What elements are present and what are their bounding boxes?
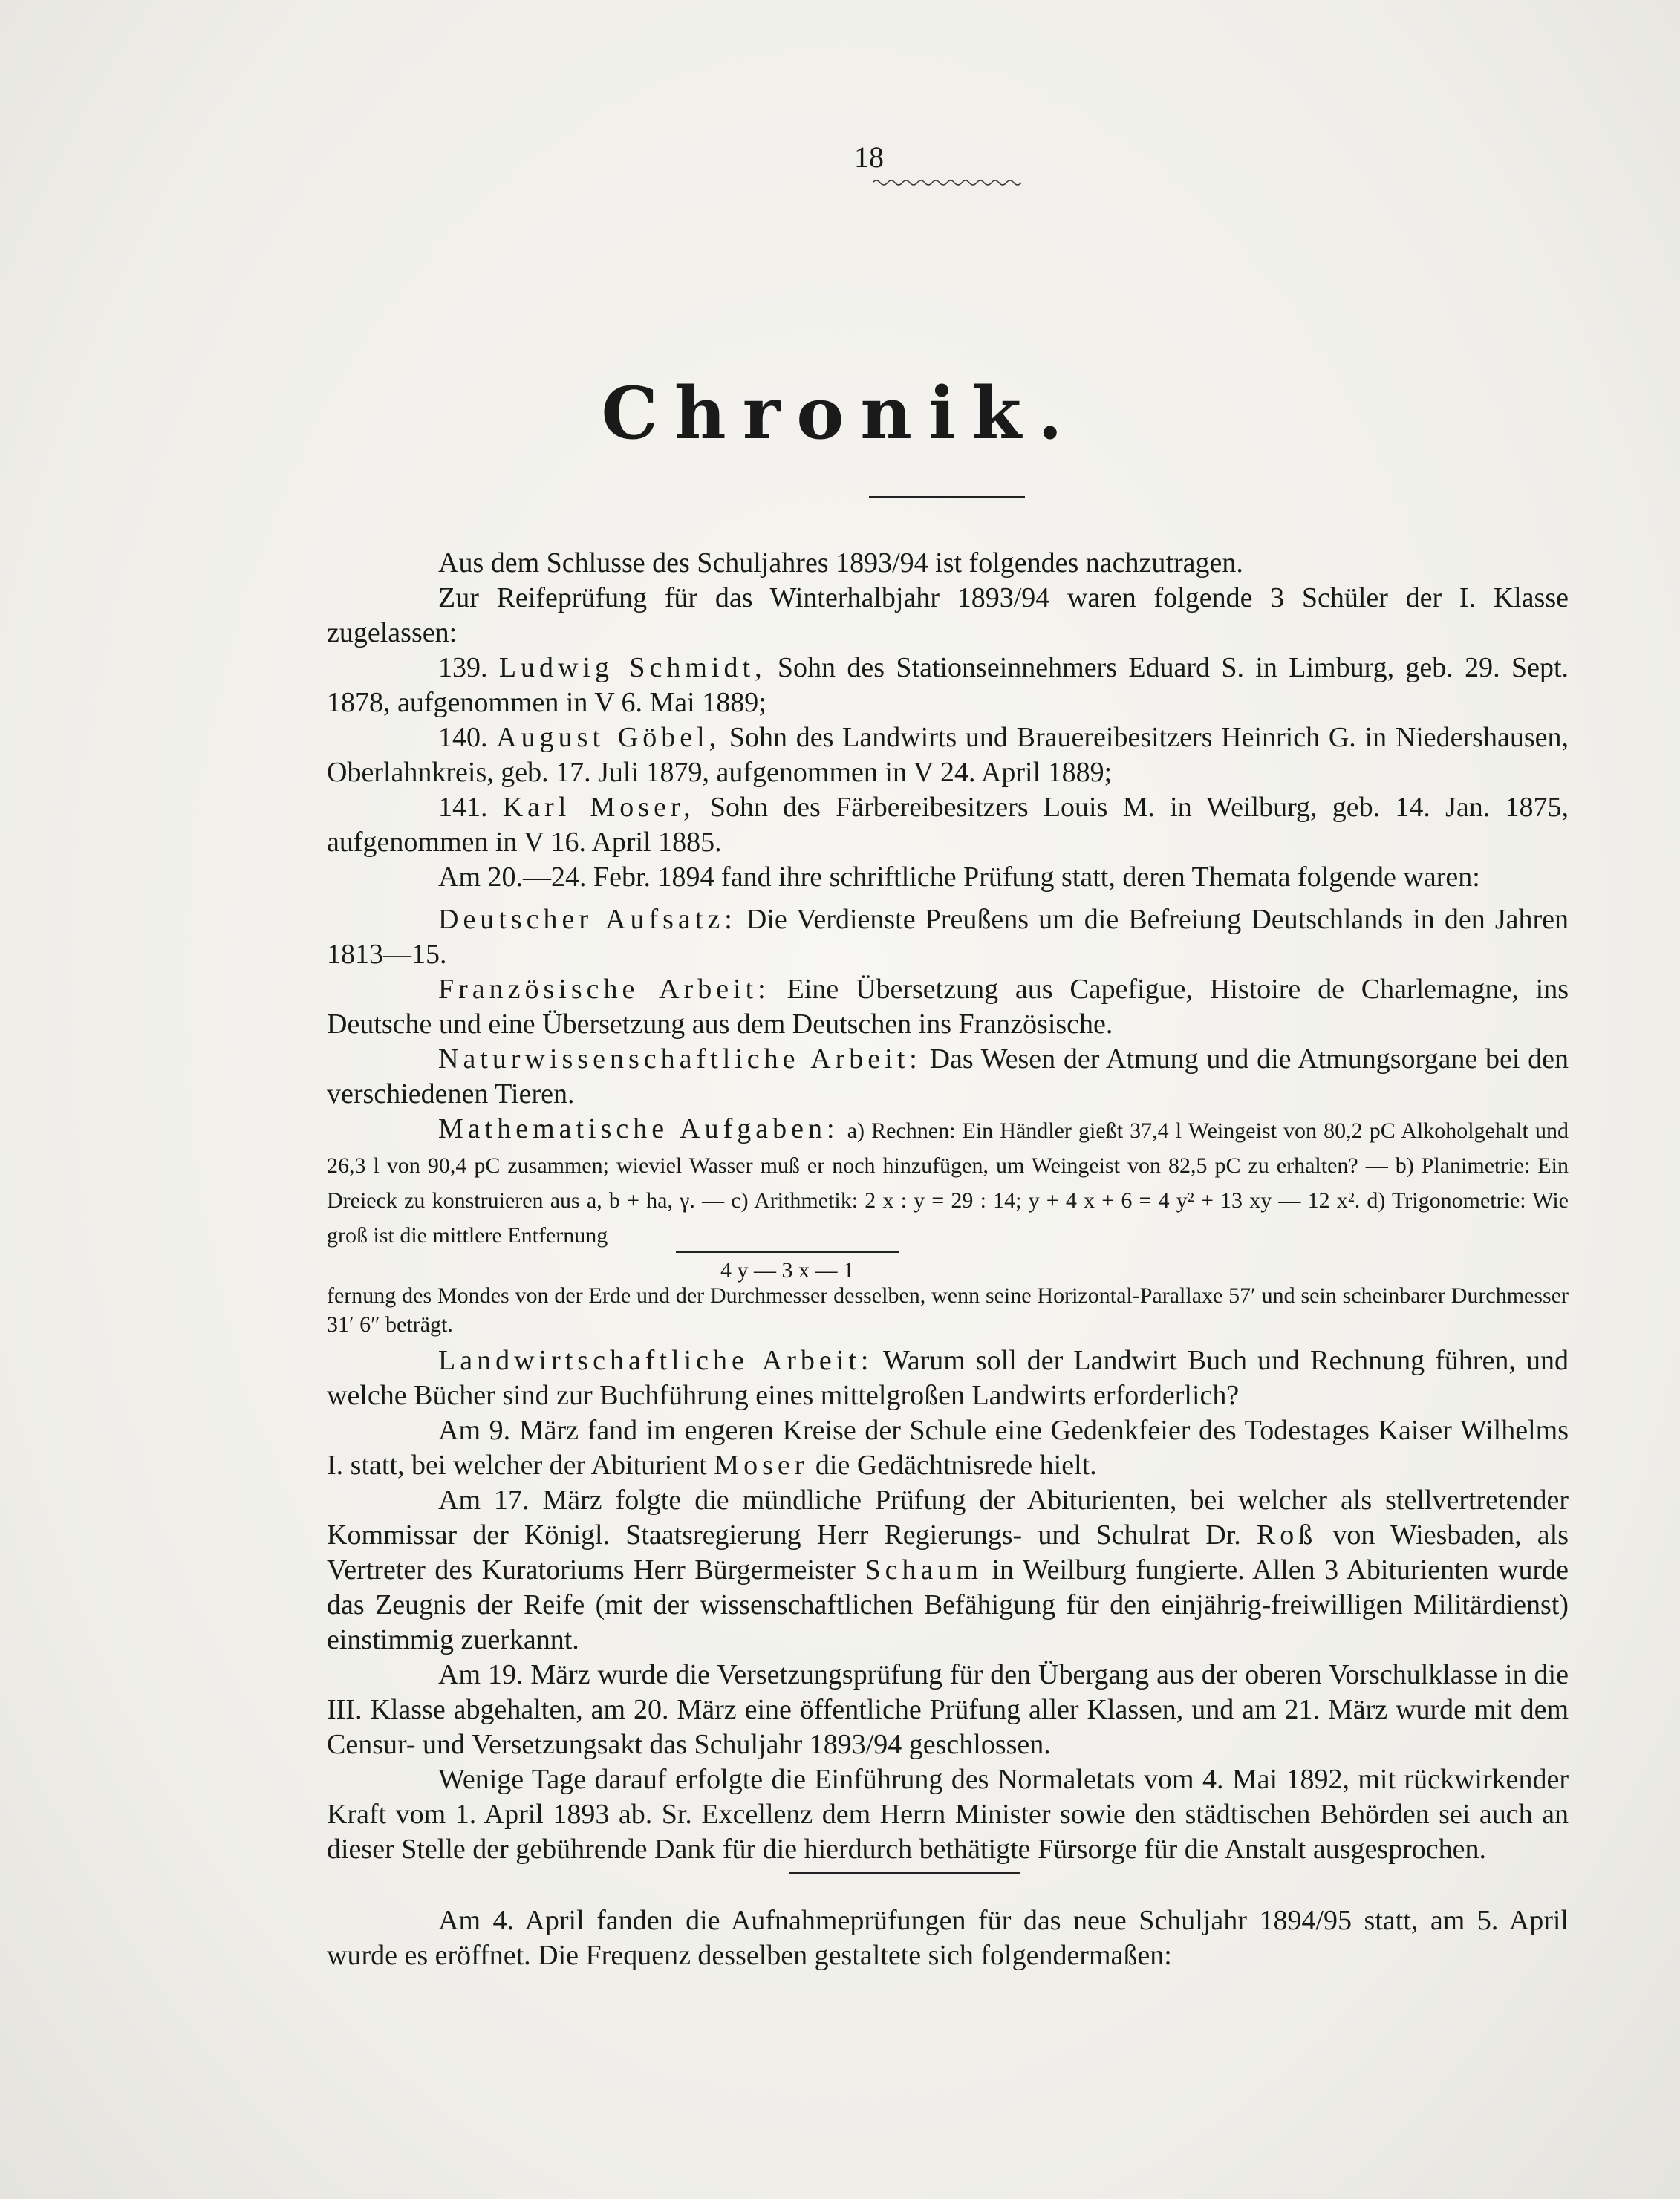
maerz-9-paragraph xyxy=(327,1413,1569,1483)
student-number: 139. xyxy=(438,652,488,683)
topic-franzoesisch xyxy=(327,972,1569,1042)
page-number-ornament xyxy=(873,178,1021,187)
fraction-denominator-line xyxy=(327,1251,1569,1281)
text-segment: die Gedächtnisrede hielt. xyxy=(815,1450,1097,1481)
maerz-19-paragraph: Am 19. März wurde die Versetzungsprüfung für den Übergang aus der oberen Vorschulklasse in die III. Klasse abgehalten, am 20. März eine öffentliche Prüfung aller Klassen, und am 21. März wurde mit dem Censur- und Versetzungsakt das Schuljahr 1893/94 geschlossen. xyxy=(327,1659,1569,1760)
person-name: Moser xyxy=(714,1450,809,1481)
topic-mathematik xyxy=(327,1112,1569,1251)
person-name: Roß xyxy=(1256,1519,1318,1551)
exam-paragraph: Am 20.—24. Febr. 1894 fand ihre schriftliche Prüfung statt, deren Themata folgende waren: xyxy=(438,861,1480,893)
text-segment: in Weilburg fungierte. Allen 3 Abiturienten wurde das Zeugnis der Reife (mit der wissenschaftlichen Befähigung für den einjährig-freiwilligen Militärdienst) einstimmig zuerkannt. xyxy=(327,1554,1569,1655)
topic-text: Das Wesen der Atmung und die Atmungsorgane bei den verschiedenen Tieren. xyxy=(327,1043,1569,1110)
topic-deutsch xyxy=(327,902,1569,972)
topic-naturwissenschaft xyxy=(327,1042,1569,1112)
fraction-denominator: 4 y — 3 x — 1 xyxy=(720,1258,854,1283)
intro-paragraph: Aus dem Schlusse des Schuljahres 1893/94 ist folgendes nachzutragen. xyxy=(438,547,1243,579)
student-details: Sohn des Landwirts und Brauereibesitzers Heinrich G. in Niedershausen, Oberlahnkreis, geb. 17. Juli 1879, aufgenommen in V 24. April 1889; xyxy=(327,722,1569,788)
student-name: Ludwig Schmidt, xyxy=(498,652,766,683)
student-entry-140 xyxy=(327,720,1569,790)
text-segment: Am 17. März folgte die mündliche Prüfung der Abiturienten, bei welcher als stellvertretender Kommissar der Königl. Staatsregierung Herr Regierungs- und Schulrat Dr. xyxy=(327,1485,1569,1551)
chronicle-block-2 xyxy=(327,1903,1569,1973)
student-name: Karl Moser, xyxy=(502,792,695,823)
topic-text: a) Rechnen: Ein Händler gießt 37,4 l Weingeist von 80,2 pC Alkoholgehalt und 26,3 l von 90,4 pC zusammen; wieviel Wasser muß er noch hinzufügen, um Weingeist von 82,5 pC zu erhalten? — b) Planimetrie: Ein Dreieck zu konstruieren aus a, b + ha, γ. — c) Arithmetik: 2 x : y = 29 : 14; y + 4 x + 6 = 4 y² + 13 xy — 12 x². d) Trigonometrie: Wie groß ist die mittlere Entfernung xyxy=(327,1118,1569,1248)
person-name: Schaum xyxy=(865,1554,983,1586)
page-number: 18 xyxy=(854,140,884,174)
chapter-title: Chronik. xyxy=(601,371,1079,455)
topic-mathematik-continued: fernung des Mondes von der Erde und der Durchmesser desselben, wenn seine Horizontal-Parallaxe 57′ und sein scheinbarer Durchmesser 31′ 6″ beträgt. xyxy=(327,1283,1569,1337)
student-number: 140. xyxy=(438,722,488,753)
topic-text: Eine Übersetzung aus Capefigue, Histoire de Charlemagne, ins Deutsche und eine Übersetzung aus dem Deutschen ins Französische. xyxy=(327,974,1569,1040)
topic-label: Französische Arbeit: xyxy=(438,974,770,1005)
section-divider xyxy=(789,1872,1020,1874)
chronicle-block-1 xyxy=(327,546,1569,1867)
normaletat-paragraph: Wenige Tage darauf erfolgte die Einführung des Normaletats vom 4. Mai 1892, mit rückwirkender Kraft vom 1. April 1893 ab. Sr. Excellenz dem Herrn Minister sowie den städtischen Behörden sei auch an dieser Stelle der gebührende Dank für die hierdurch bethätigte Fürsorge für die Anstalt ausgesprochen. xyxy=(327,1764,1569,1865)
student-name: August Göbel, xyxy=(496,722,721,753)
student-entry-139 xyxy=(327,651,1569,720)
topic-text: Warum soll der Landwirt Buch und Rechnung führen, und welche Bücher sind zur Buchführung eines mittelgroßen Landwirts erforderlich? xyxy=(327,1345,1569,1411)
student-number: 141. xyxy=(438,792,488,823)
title-rule xyxy=(869,496,1025,498)
topic-landwirtschaft xyxy=(327,1343,1569,1413)
text-segment: Am 9. März fand im engeren Kreise der Schule eine Gedenkfeier des Todestages Kaiser Wilhelms I. statt, bei welcher der Abiturient xyxy=(327,1415,1569,1481)
april-paragraph: Am 4. April fanden die Aufnahmeprüfungen für das neue Schuljahr 1894/95 statt, am 5. April wurde es eröffnet. Die Frequenz desselben gestaltete sich folgendermaßen: xyxy=(327,1905,1569,1971)
topic-label: Deutscher Aufsatz: xyxy=(438,904,737,935)
topic-label: Naturwissenschaftliche Arbeit: xyxy=(438,1043,922,1075)
student-details: Sohn des Stationseinnehmers Eduard S. in Limburg, geb. 29. Sept. 1878, aufgenommen in V 6. Mai 1889; xyxy=(327,652,1569,718)
reifepruefung-paragraph: Zur Reifeprüfung für das Winterhalbjahr 1893/94 waren folgende 3 Schüler der I. Klasse zugelassen: xyxy=(327,582,1569,648)
student-details: Sohn des Färbereibesitzers Louis M. in Weilburg, geb. 14. Jan. 1875, aufgenommen in V 16. April 1885. xyxy=(327,792,1569,858)
topic-text: Die Verdienste Preußens um die Befreiung Deutschlands in den Jahren 1813—15. xyxy=(327,904,1569,970)
topic-label: Landwirtschaftliche Arbeit: xyxy=(438,1345,873,1376)
text-segment: von Wiesbaden, als Vertreter des Kuratoriums Herr Bürgermeister xyxy=(327,1519,1569,1586)
topic-label: Mathematische Aufgaben: xyxy=(438,1113,839,1144)
maerz-17-paragraph xyxy=(327,1483,1569,1658)
student-entry-141 xyxy=(327,790,1569,860)
